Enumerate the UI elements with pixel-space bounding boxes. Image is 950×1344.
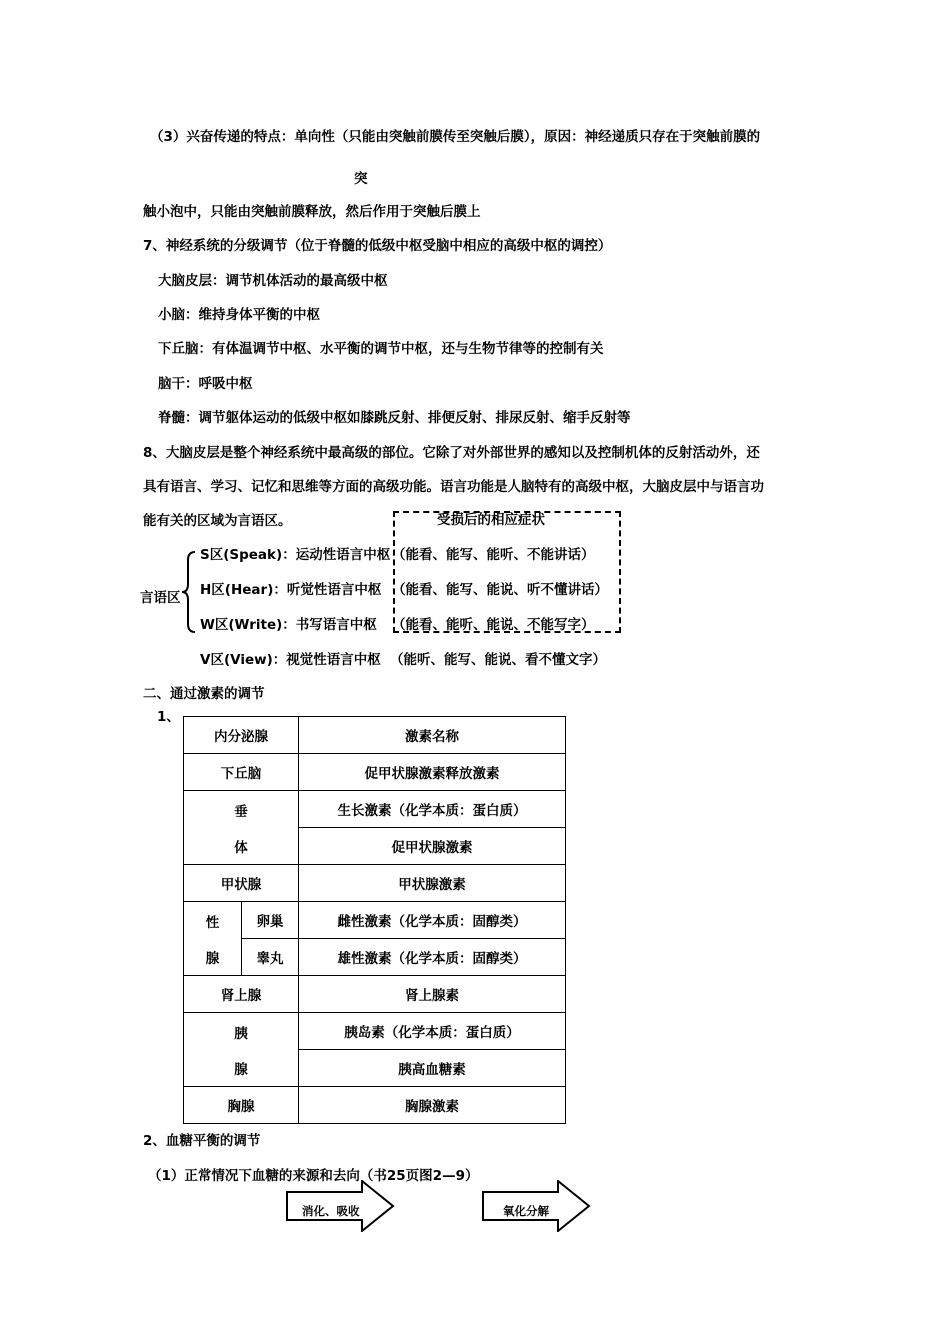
gland-char: 性 xyxy=(205,914,220,931)
gland-cell-gonad xyxy=(184,902,242,976)
header-hormone: 激素名称 xyxy=(299,717,566,754)
table-row xyxy=(184,902,566,939)
gland-hormone-table xyxy=(183,716,566,1124)
hormone-cell: 甲状腺激素 xyxy=(299,865,566,902)
s-area: S区(Speak)：运动性语言中枢 xyxy=(200,547,391,563)
gland-cell: 胸腺 xyxy=(184,1087,299,1124)
header-gland: 内分泌腺 xyxy=(184,717,299,754)
gland-char: 垂 xyxy=(234,803,248,820)
s-area-symptom: （能看、能写、能听、不能讲话） xyxy=(392,547,595,563)
table-row xyxy=(184,717,566,754)
hormone-cell: 雌性激素（化学本质：固醇类） xyxy=(299,902,566,939)
gland-cell: 下丘脑 xyxy=(184,754,299,791)
hormone-cell: 促甲状腺激素释放激素 xyxy=(299,754,566,791)
section-8-line2: 具有语言、学习、记忆和思维等方面的高级功能。语言功能是人脑特有的高级中枢，大脑皮层中与语言功 xyxy=(143,479,764,495)
para-3-line2: 突 xyxy=(354,171,368,187)
item-2-1-title: （1）正常情况下血糖的来源和去向（书25页图2—9） xyxy=(148,1168,479,1184)
brainstem-line: 脑干：呼吸中枢 xyxy=(158,376,253,392)
curly-brace xyxy=(180,550,198,634)
symptom-box xyxy=(393,511,621,633)
hormone-cell: 肾上腺素 xyxy=(299,976,566,1013)
speech-area-label: 言语区 xyxy=(140,590,181,606)
hypothalamus-line: 下丘脑：有体温调节中枢、水平衡的调节中枢，还与生物节律等的控制有关 xyxy=(158,341,604,357)
gland-char: 腺 xyxy=(205,950,220,967)
table-row xyxy=(184,865,566,902)
gland-char: 胰 xyxy=(234,1025,248,1042)
table-row xyxy=(184,1013,566,1050)
section-7-title: 7、神经系统的分级调节（位于脊髓的低级中枢受脑中相应的高级中枢的调控） xyxy=(143,238,612,254)
spinal-cord-line: 脊髓：调节躯体运动的低级中枢如膝跳反射、排便反射、排尿反射、缩手反射等 xyxy=(158,410,631,426)
gland-cell: 甲状腺 xyxy=(184,865,299,902)
h-area: H区(Hear)：听觉性语言中枢 xyxy=(200,582,382,598)
gland-char: 腺 xyxy=(234,1061,248,1078)
v-area-symptom: （能听、能写、能说、看不懂文字） xyxy=(390,652,606,668)
arrow-label-oxidation: 氧化分解 xyxy=(503,1204,549,1218)
hormone-cell: 胰岛素（化学本质：蛋白质） xyxy=(299,1013,566,1050)
table-row xyxy=(184,939,566,976)
para-3-line1: （3）兴奋传递的特点：单向性（只能由突触前膜传至突触后膜），原因：神经递质只存在于突触前膜的 xyxy=(150,129,761,145)
hormone-cell: 胸腺激素 xyxy=(299,1087,566,1124)
hormone-cell: 生长激素（化学本质：蛋白质） xyxy=(299,791,566,828)
h-area-symptom: （能看、能写、能说、听不懂讲话） xyxy=(392,582,608,598)
cerebral-cortex-line: 大脑皮层：调节机体活动的最高级中枢 xyxy=(158,273,388,289)
symptom-box-title: 受损后的相应症状 xyxy=(437,512,545,528)
table-row xyxy=(184,791,566,828)
hormone-cell: 雄性激素（化学本质：固醇类） xyxy=(299,939,566,976)
section-8-line3: 能有关的区域为言语区。 xyxy=(143,513,292,529)
hormone-cell: 胰高血糖素 xyxy=(299,1050,566,1087)
w-area: W区(Write)：书写语言中枢 xyxy=(200,617,377,633)
gland-subcell: 睾丸 xyxy=(242,939,299,976)
item-2-title: 2、血糖平衡的调节 xyxy=(143,1133,261,1149)
section-8-line1: 8、大脑皮层是整个神经系统中最高级的部位。它除了对外部世界的感知以及控制机体的反射活动外，还 xyxy=(143,445,760,461)
para-3-line3: 触小泡中，只能由突触前膜释放，然后作用于突触后膜上 xyxy=(143,204,481,220)
hormone-cell: 促甲状腺激素 xyxy=(299,828,566,865)
gland-cell-pituitary xyxy=(184,791,299,865)
table-row xyxy=(184,754,566,791)
w-area-symptom: （能看、能听、能说、不能写字） xyxy=(392,617,595,633)
section-2-title: 二、通过激素的调节 xyxy=(143,686,265,702)
gland-cell-pancreas xyxy=(184,1013,299,1087)
v-area: V区(View)：视觉性语言中枢 xyxy=(200,652,381,668)
table-row xyxy=(184,976,566,1013)
gland-char: 体 xyxy=(234,839,248,856)
cerebellum-line: 小脑：维持身体平衡的中枢 xyxy=(158,307,320,323)
item-1-label: 1、 xyxy=(157,709,180,725)
arrow-label-digestion: 消化、吸收 xyxy=(302,1204,360,1218)
gland-cell: 肾上腺 xyxy=(184,976,299,1013)
table-row xyxy=(184,1087,566,1124)
gland-subcell: 卵巢 xyxy=(242,902,299,939)
